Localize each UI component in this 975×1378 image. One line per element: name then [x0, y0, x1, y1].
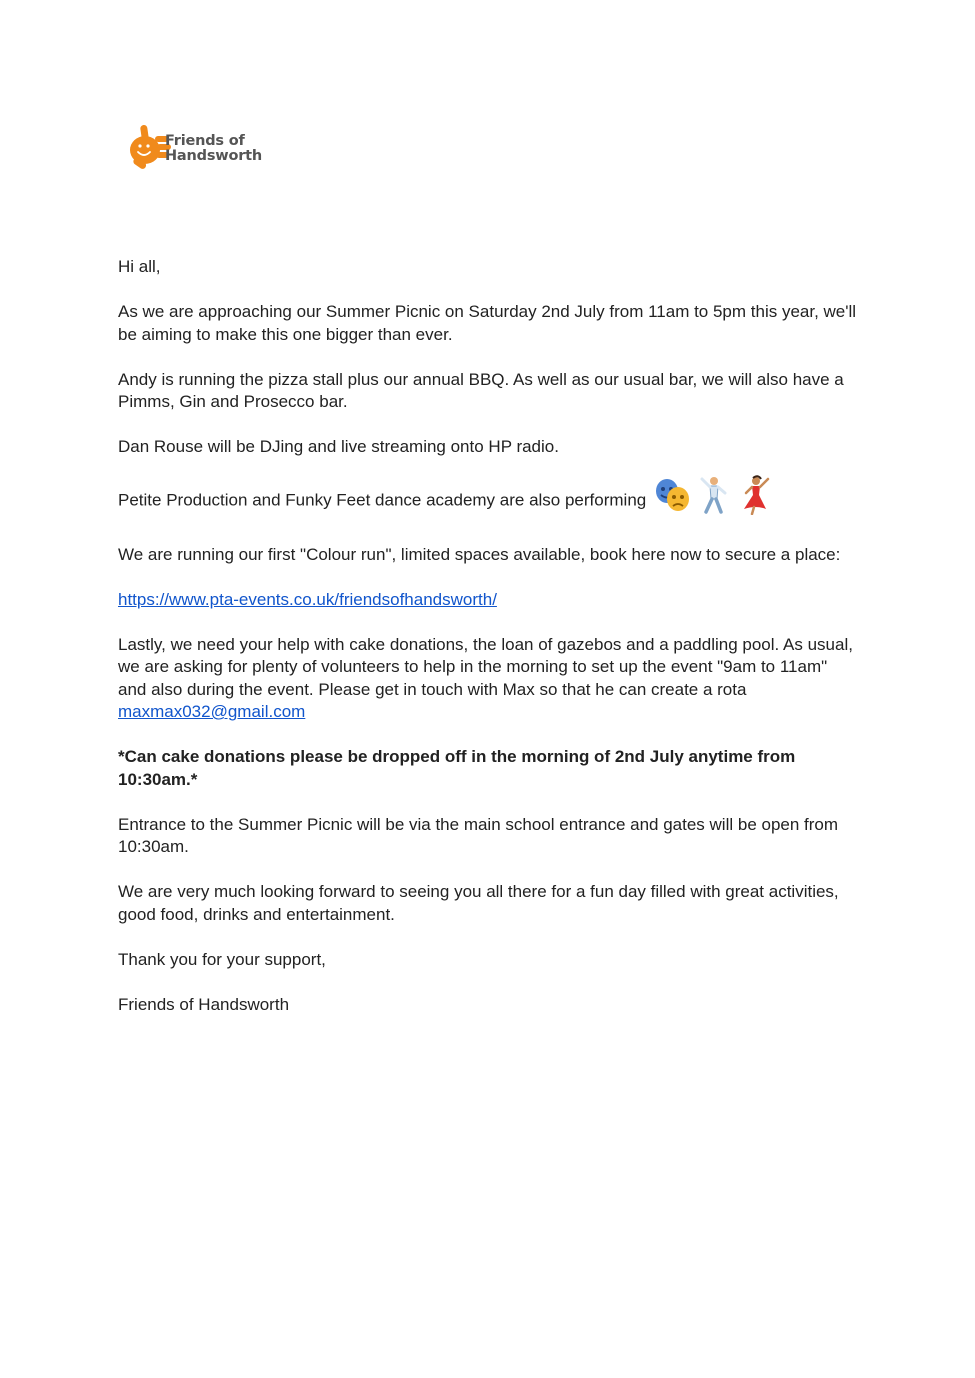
paragraph-looking-forward: We are very much looking forward to seeing you all there for a fun day filled with great activities, good food, drinks and entertainment.	[118, 882, 839, 924]
performing-arts-icon	[652, 475, 692, 515]
link-paragraph	[118, 589, 858, 612]
paragraph-performers	[118, 481, 858, 521]
paragraph-dj: Dan Rouse will be DJing and live streaming onto HP radio.	[118, 437, 559, 456]
paragraph-help	[118, 634, 858, 724]
signature: Friends of Handsworth	[118, 994, 290, 1014]
friends-of-handsworth-logo	[125, 120, 295, 178]
emoji-row	[648, 475, 776, 515]
man-dancing-icon	[696, 475, 732, 515]
logo-line-2: Handsworth	[165, 148, 263, 164]
logo-line-1: Friends of	[165, 133, 245, 149]
paragraph-picnic-date: As we are approaching our Summer Picnic on Saturday 2nd July from 11am to 5pm this year, we'll be aiming to make this one bigger than ever.	[118, 302, 857, 344]
email-link[interactable]: maxmax032@gmail.com	[118, 702, 306, 721]
performers-text: Petite Production and Funky Feet dance academy are also performing	[118, 490, 647, 510]
woman-dancing-icon	[736, 475, 774, 515]
paragraph-colour-run: We are running our first "Colour run", limited spaces available, book here now to secure a place:	[118, 544, 841, 564]
greeting: Hi all,	[118, 257, 161, 276]
paragraph-food-bar: Andy is running the pizza stall plus our annual BBQ. As well as our usual bar, we will also have a Pimms, Gin and Prosecco bar.	[118, 369, 844, 411]
help-text: Lastly, we need your help with cake donations, the loan of gazebos and a paddling pool. As usual, we are asking for plenty of volunteers to help in the morning to set up the event "9am to 11am" and also during the event. Please get in touch with Max so that he can create a rota	[118, 634, 853, 699]
letter-body	[118, 256, 858, 1039]
closing-line: Thank you for your support,	[118, 949, 326, 969]
paragraph-entrance: Entrance to the Summer Picnic will be via the main school entrance and gates will be open from 10:30am.	[118, 814, 839, 856]
paragraph-cake-notice: *Can cake donations please be dropped off in the morning of 2nd July anytime from 10:30am.*	[118, 747, 796, 789]
booking-link[interactable]: https://www.pta-events.co.uk/friendsofhandsworth/	[118, 589, 497, 609]
